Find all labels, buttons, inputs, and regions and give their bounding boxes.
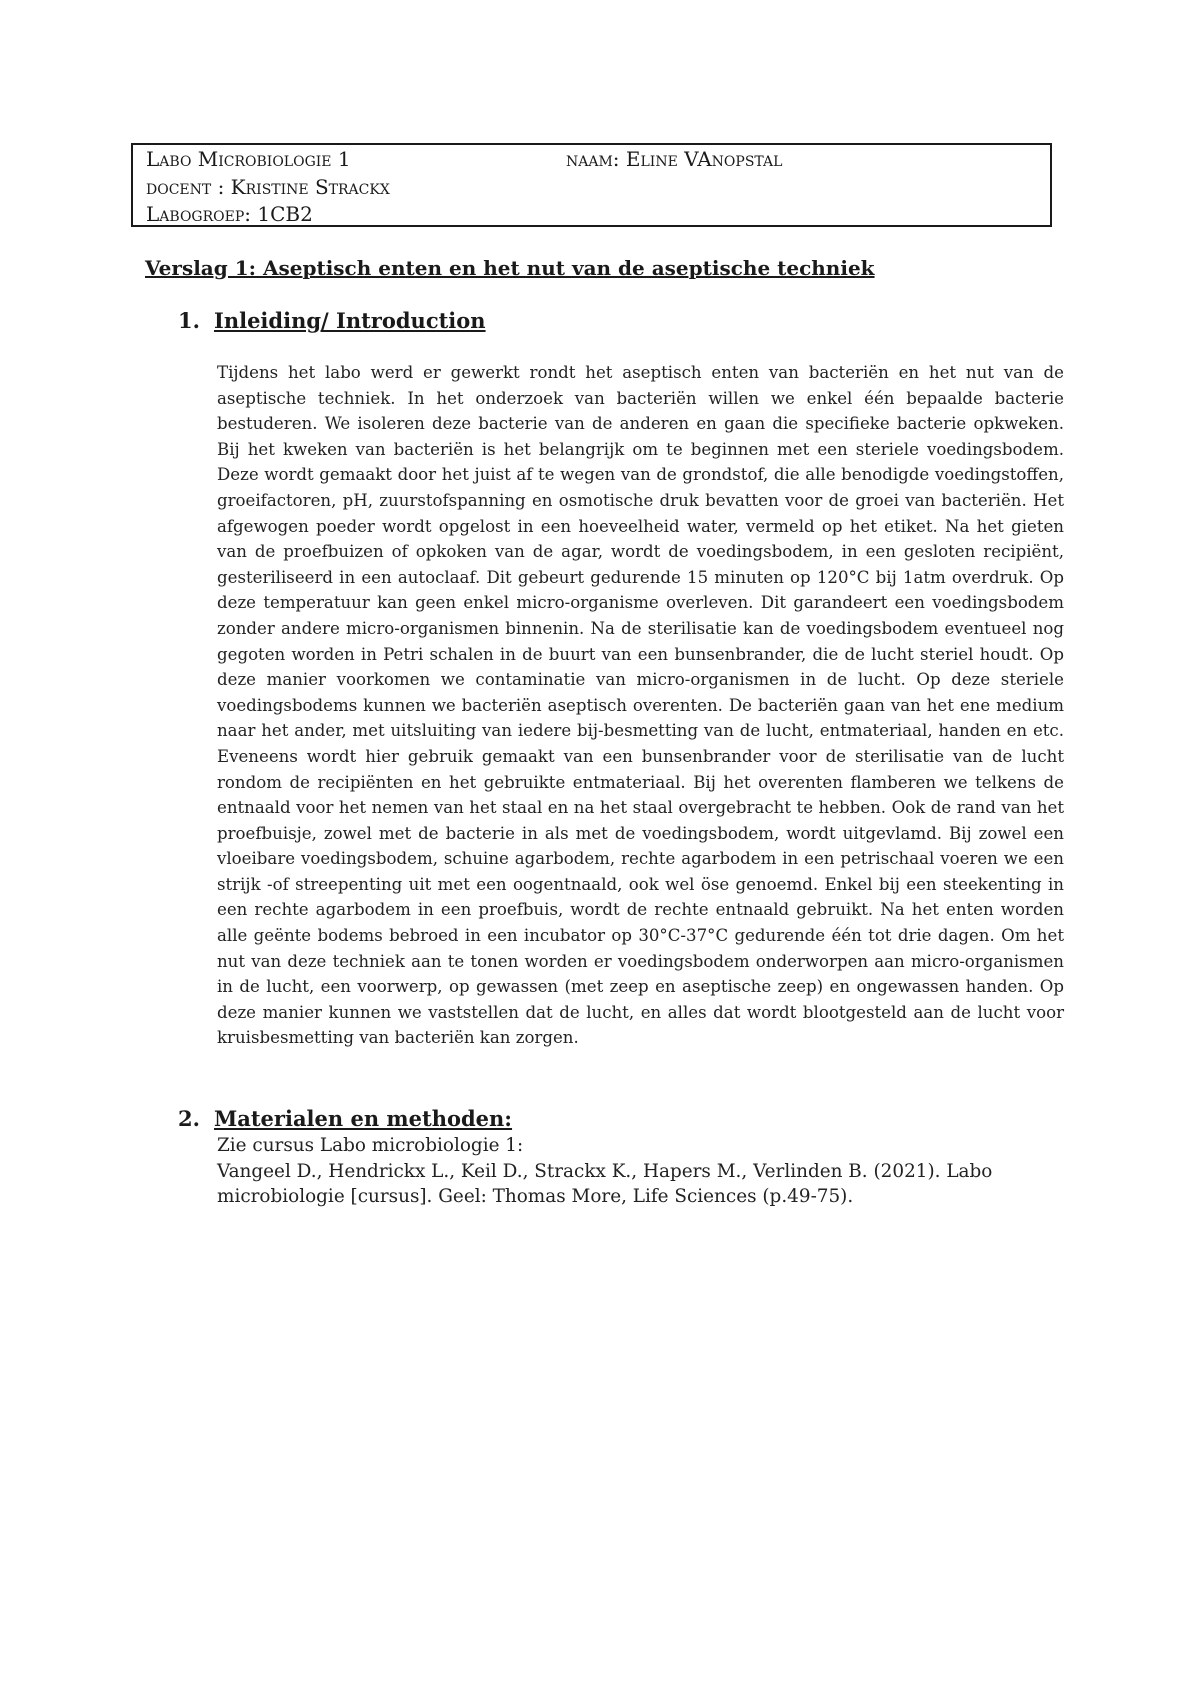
course-name: Labo Microbiologie 1: [146, 147, 351, 171]
header-info-box: [131, 143, 1052, 227]
methods-text: [217, 1133, 1064, 1210]
section-number: 2.: [178, 1106, 200, 1131]
section-heading-introduction: [178, 308, 486, 333]
section-title: Inleiding/ Introduction: [214, 308, 486, 333]
section-number: 1.: [178, 308, 200, 333]
section-title: Materialen en methoden:: [214, 1106, 513, 1131]
report-title: Verslag 1: Aseptisch enten en het nut van de aseptische techniek: [145, 256, 875, 280]
methods-line: Zie cursus Labo microbiologie 1:: [217, 1135, 524, 1156]
teacher-name: docent : Kristine Strackx: [146, 175, 390, 199]
methods-reference: Vangeel D., Hendrickx L., Keil D., Strackx K., Hapers M., Verlinden B. (2021). Labo microbiologie [cursus]. Geel: Thomas More, Life Sciences (p.49-75).: [217, 1160, 993, 1207]
lab-group: Labogroep: 1CB2: [146, 202, 313, 226]
student-name: naam: Eline VAnopstal: [566, 147, 783, 171]
introduction-paragraph: Tijdens het labo werd er gewerkt rondt het aseptisch enten van bacteriën en het nut van de aseptische techniek. In het onderzoek van bacteriën willen we enkel één bepaalde bacterie bestuderen. We isoleren deze bacterie van de anderen en gaan die specifieke bacterie opkweken. Bij het kweken van bacteriën is het belangrijk om te beginnen met een steriele voedingsbodem. Deze wordt gemaakt door het juist af te wegen van de grondstof, die alle benodigde voedingstoffen, groeifactoren, pH, zuurstofspanning en osmotische druk bevatten voor de groei van bacteriën. Het afgewogen poeder wordt opgelost in een hoeveelheid water, vermeld op het etiket. Na het gieten van de proefbuizen of opkoken van de agar, wordt de voedingsbodem, in een gesloten recipiënt, gesteriliseerd in een autoclaaf. Dit gebeurt gedurende 15 minuten op 120°C bij 1atm overdruk. Op deze temperatuur kan geen enkel micro-organisme overleven. Dit garandeert een voedingsbodem zonder andere micro-organismen binnenin. Na de sterilisatie kan de voedingsbodem eventueel nog gegoten worden in Petri schalen in de buurt van een bunsenbrander, die de lucht steriel houdt. Op deze manier voorkomen we contaminatie van micro-organismen in de lucht. Op deze steriele voedingsbodems kunnen we bacteriën aseptisch overenten. De bacteriën gaan van het ene medium naar het ander, met uitsluiting van iedere bij-besmetting van de lucht, entmateriaal, handen en etc. Eveneens wordt hier gebruik gemaakt van een bunsenbrander voor de sterilisatie van de lucht rondom de recipiënten en het gebruikte entmateriaal. Bij het overenten flamberen we telkens de entnaald voor het nemen van het staal en na het staal overgebracht te hebben. Ook de rand van het proefbuisje, zowel met de bacterie in als met de voedingsbodem, wordt uitgevlamd. Bij zowel een vloeibare voedingsbodem, schuine agarbodem, rechte agarbodem in een petrischaal voeren we een strijk -of streepenting uit met een oogentnaald, ook wel öse genoemd. Enkel bij een steekenting in een rechte agarbodem in een proefbuis, wordt de rechte entnaald gebruikt. Na het enten worden alle geënte bodems bebroed in een incubator op 30°C-37°C gedurende één tot drie dagen. Om het nut van deze techniek aan te tonen worden er voedingsbodem onderworpen aan micro-organismen in de lucht, een voorwerp, op gewassen (met zeep en aseptische zeep) en ongewassen handen. Op deze manier kunnen we vaststellen dat de lucht, en alles dat wordt blootgesteld aan de lucht voor kruisbesmetting van bacteriën kan zorgen.: [217, 363, 1064, 1048]
section-heading-methods: [178, 1106, 512, 1131]
